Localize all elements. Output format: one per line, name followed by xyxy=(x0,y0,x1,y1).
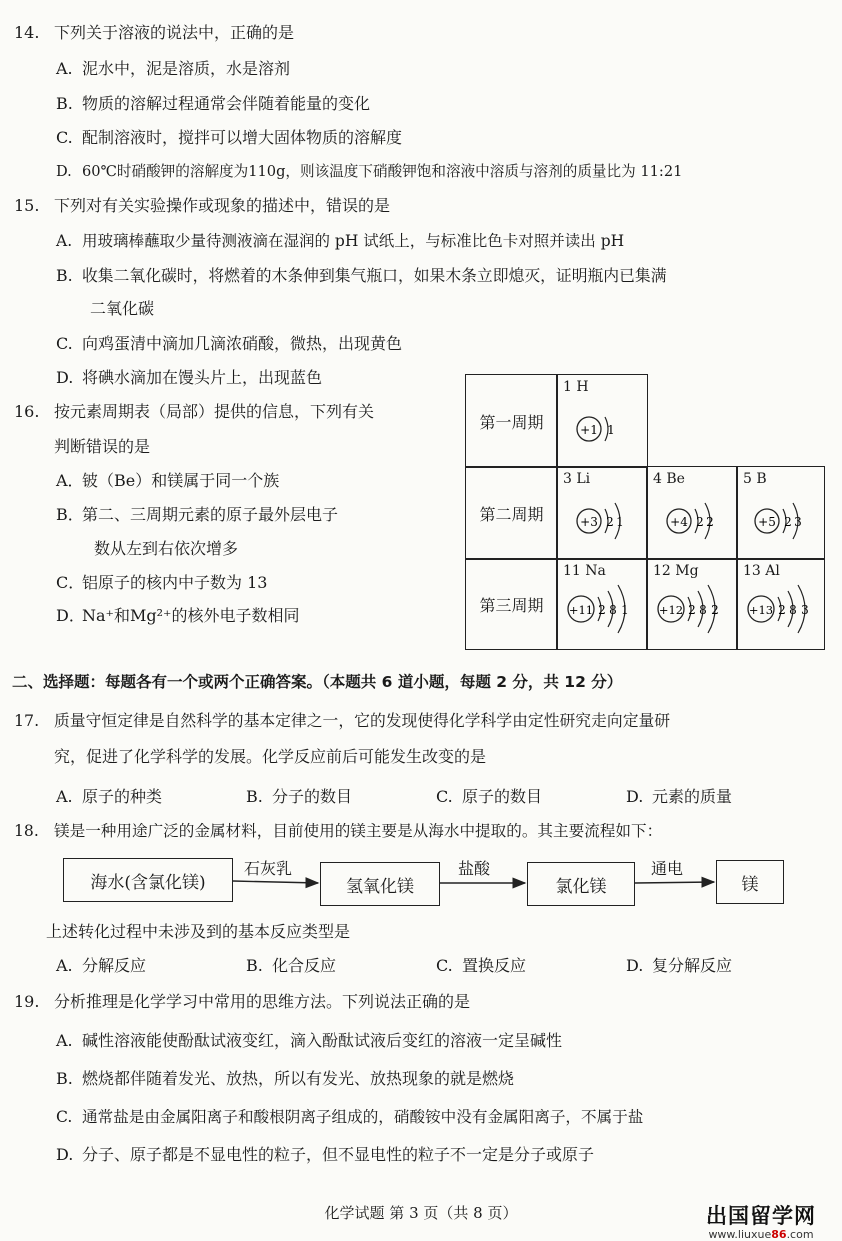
svg-text:+3: +3 xyxy=(580,515,598,529)
svg-text:+1: +1 xyxy=(580,423,598,437)
q14-option-c: C. 配制溶液时，搅拌可以增大固体物质的溶解度 xyxy=(56,128,403,147)
watermark-title: 出国留学网 xyxy=(706,1204,816,1228)
watermark-url: www.liuxue86.com xyxy=(708,1228,814,1241)
svg-text:3: 3 xyxy=(794,515,802,529)
q17-option-b: B. 分子的数目 xyxy=(246,787,353,806)
q17-option-d: D. 元素的质量 xyxy=(626,787,733,806)
element-symbol: 3 Li xyxy=(563,471,591,487)
q17-stem-line1: 17. 质量守恒定律是自然科学的基本定律之一，它的发现使得化学科学由定性研究走向定量研 xyxy=(14,711,671,730)
q19-option-b: B. 燃烧都伴随着发光、放热，所以有发光、放热现象的就是燃烧 xyxy=(56,1069,515,1088)
svg-text:2: 2 xyxy=(706,515,714,529)
svg-text:2: 2 xyxy=(696,515,704,529)
flow-label-hcl: 盐酸 xyxy=(458,859,491,878)
svg-text:2: 2 xyxy=(711,603,719,617)
svg-text:+13: +13 xyxy=(748,603,774,617)
q15-option-d: D. 将碘水滴加在馒头片上，出现蓝色 xyxy=(56,368,323,387)
q14-option-d: D. 60℃时硝酸钾的溶解度为110g，则该温度下硝酸钾饱和溶液中溶质与溶剂的质量比为 11:21 xyxy=(56,163,683,180)
flow-box-seawater: 海水(含氯化镁) xyxy=(63,858,233,902)
q15-option-c: C. 向鸡蛋清中滴加几滴浓硝酸，微热，出现黄色 xyxy=(56,334,403,353)
section-2-heading: 二、选择题：每题各有一个或两个正确答案。（本题共 6 道小题，每题 2 分，共 12 分） xyxy=(12,673,623,691)
q15-stem: 15. 下列对有关实验操作或现象的描述中，错误的是 xyxy=(14,196,391,215)
svg-text:8: 8 xyxy=(609,603,617,617)
flow-box-magnesium: 镁 xyxy=(716,860,784,904)
svg-text:2: 2 xyxy=(688,603,696,617)
svg-text:2: 2 xyxy=(598,603,606,617)
page-footer: 化学试题 第 3 页（共 8 页） xyxy=(324,1204,518,1222)
element-symbol: 11 Na xyxy=(563,563,606,579)
q18-options xyxy=(56,955,816,977)
site-watermark xyxy=(706,1200,816,1241)
flow-box-mg-hydroxide: 氢氧化镁 xyxy=(320,862,440,906)
element-symbol: 1 H xyxy=(563,379,589,395)
q16-option-b: B．第二、三周期元素的原子最外层电子 xyxy=(56,505,339,524)
q16-option-b-cont: 数从左到右依次增多 xyxy=(94,539,239,558)
q16-stem-line2: 判断错误的是 xyxy=(54,437,151,456)
q16-option-d: D．Na⁺和Mg²⁺的核外电子数相同 xyxy=(56,606,300,625)
q14-stem: 14. 下列关于溶液的说法中，正确的是 xyxy=(14,23,295,42)
svg-text:2: 2 xyxy=(784,515,792,529)
q18-option-a: A. 分解反应 xyxy=(56,956,147,975)
q15-option-b-cont: 二氧化碳 xyxy=(90,299,155,318)
q18-option-c: C. 置换反应 xyxy=(436,956,527,975)
svg-text:+11: +11 xyxy=(568,603,594,617)
q15-option-a: A. 用玻璃棒蘸取少量待测液滴在湿润的 pH 试纸上，与标准比色卡对照并读出 pH xyxy=(56,232,625,250)
q18-question: 上述转化过程中未涉及到的基本反应类型是 xyxy=(46,922,351,941)
q15-option-b: B. 收集二氧化碳时，将燃着的木条伸到集气瓶口，如果木条立即熄灭，证明瓶内已集满 xyxy=(56,266,667,285)
q19-option-a: A. 碱性溶液能使酚酞试液变红，滴入酚酞试液后变红的溶液一定呈碱性 xyxy=(56,1031,563,1050)
q18-option-b: B. 化合反应 xyxy=(246,956,337,975)
svg-text:+4: +4 xyxy=(670,515,688,529)
flow-box-mg-chloride: 氯化镁 xyxy=(527,862,635,906)
q19-option-c: C. 通常盐是由金属阳离子和酸根阴离子组成的，硝酸铵中没有金属阳离子，不属于盐 xyxy=(56,1108,644,1126)
element-symbol: 13 Al xyxy=(743,563,780,579)
q16-option-c: C．铝原子的核内中子数为 13 xyxy=(56,573,268,592)
svg-text:1: 1 xyxy=(621,603,629,617)
svg-text:8: 8 xyxy=(699,603,707,617)
flow-arrow-3 xyxy=(635,882,714,883)
element-symbol: 4 Be xyxy=(653,471,685,487)
q19-stem: 19. 分析推理是化学学习中常用的思维方法。下列说法正确的是 xyxy=(14,992,471,1011)
flow-label-electrolysis: 通电 xyxy=(651,859,684,878)
q17-stem-line2: 究，促进了化学科学的发展。化学反应前后可能发生改变的是 xyxy=(54,747,487,766)
q17-option-c: C. 原子的数目 xyxy=(436,787,543,806)
flow-arrow-1 xyxy=(233,881,318,883)
svg-text:+12: +12 xyxy=(658,603,684,617)
q17-option-a: A. 原子的种类 xyxy=(56,787,163,806)
q16-option-a: A．铍（Be）和镁属于同一个族 xyxy=(56,471,280,490)
q16-stem-line1: 16. 按元素周期表（局部）提供的信息，下列有关 xyxy=(14,402,375,421)
svg-text:3: 3 xyxy=(801,603,809,617)
svg-text:+5: +5 xyxy=(758,515,776,529)
element-symbol: 12 Mg xyxy=(653,563,699,579)
period-3-label: 第三周期 xyxy=(465,558,558,650)
flow-label-lime-milk: 石灰乳 xyxy=(244,859,293,878)
q19-option-d: D. 分子、原子都是不显电性的粒子，但不显电性的粒子不一定是分子或原子 xyxy=(56,1145,595,1164)
q14-option-a: A. 泥水中，泥是溶质，水是溶剂 xyxy=(56,59,291,78)
svg-text:8: 8 xyxy=(789,603,797,617)
svg-text:2: 2 xyxy=(778,603,786,617)
element-symbol: 5 B xyxy=(743,471,767,487)
period-1-label: 第一周期 xyxy=(465,374,558,468)
period-2-label: 第二周期 xyxy=(465,466,558,560)
q14-option-b: B. 物质的溶解过程通常会伴随着能量的变化 xyxy=(56,94,371,113)
svg-text:1: 1 xyxy=(616,515,624,529)
svg-text:2: 2 xyxy=(606,515,614,529)
svg-text:1: 1 xyxy=(607,423,615,437)
q18-option-d: D. 复分解反应 xyxy=(626,956,733,975)
q18-stem: 18. 镁是一种用途广泛的金属材料，目前使用的镁主要是从海水中提取的。其主要流程如下： xyxy=(14,822,663,840)
